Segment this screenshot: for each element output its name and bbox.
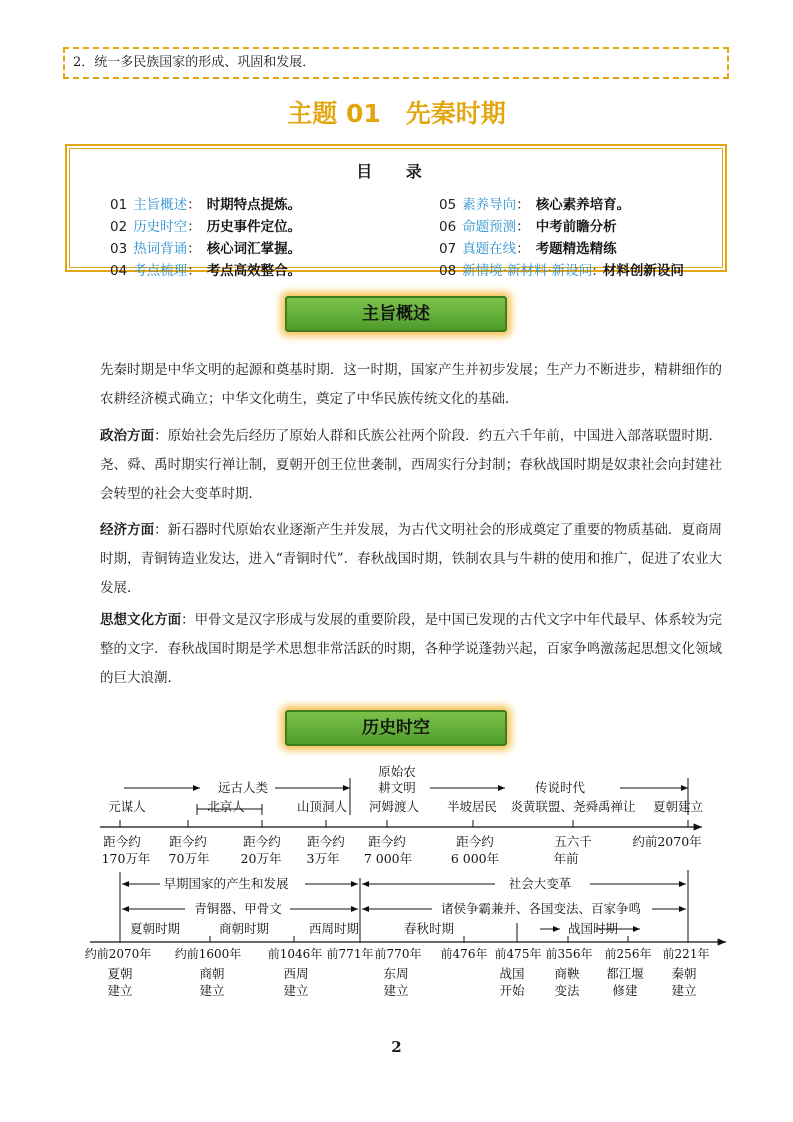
period-label: 春秋时期 bbox=[403, 921, 455, 936]
event-label: 修建 bbox=[612, 983, 638, 998]
event-label: 商朝 bbox=[199, 966, 225, 981]
event-label: 北京人 bbox=[207, 799, 245, 814]
event-label: 河姆渡人 bbox=[368, 799, 420, 814]
overview-intro: 先秦时期是中华文明的起源和奠基时期．这一时期，国家产生并初步发展；生产力不断进步，精耕细作的农耕经济模式确立；中华文化萌生，奠定了中华民族传统文化的基础． bbox=[100, 362, 722, 407]
culture-lead: 思想文化方面 bbox=[100, 612, 182, 628]
top-axis-ticks bbox=[120, 820, 688, 827]
tick-label: 70万年 bbox=[168, 851, 210, 866]
event-label: 半坡居民 bbox=[446, 799, 498, 814]
toc-item[interactable]: 04 考点梳理： 考点高效整合。 bbox=[110, 263, 302, 279]
toc-title: 目 录 bbox=[356, 162, 436, 181]
tick-label: 前1046年 bbox=[267, 947, 323, 961]
politics-lead: 政治方面 bbox=[100, 428, 155, 444]
tick-label: 170万年 bbox=[101, 851, 151, 866]
period-label: 西周时期 bbox=[308, 921, 360, 936]
tick-label: 前476年 bbox=[440, 947, 488, 961]
page-title: 主题 01 先秦时期 bbox=[287, 99, 506, 128]
tick-label: 距今约 bbox=[169, 834, 207, 849]
tick-label: 7 000年 bbox=[363, 851, 413, 866]
span-label: 远古人类 bbox=[217, 780, 269, 795]
curriculum-note-box bbox=[63, 47, 729, 79]
toc-item[interactable]: 02 历史时空： 历史事件定位。 bbox=[110, 219, 302, 235]
tick-label: 距今约 bbox=[103, 834, 141, 849]
span-label: 原始农 bbox=[378, 764, 416, 779]
event-label: 炎黄联盟、尧舜禹禅让 bbox=[510, 799, 636, 814]
event-label: 建立 bbox=[383, 983, 409, 998]
overview-culture: 思想文化方面：甲骨文是汉字形成与发展的重要阶段，是中国已发现的古代文字中年代最早、体系较为完整的文字．春秋战国时期是学术思想非常活跃的时期，各种学说蓬勃兴起，百家争鸣激荡起思想文化领域的巨大浪潮． bbox=[100, 612, 723, 686]
page-number: 2 bbox=[391, 1038, 402, 1056]
event-label: 都江堰 bbox=[606, 966, 644, 981]
toc-item[interactable]: 05 素养导向： 核心素养培育。 bbox=[439, 197, 631, 213]
event-label: 建立 bbox=[671, 983, 697, 998]
span-label: 传说时代 bbox=[534, 780, 586, 795]
event-label: 西周 bbox=[283, 966, 309, 981]
event-label: 商鞅 bbox=[554, 966, 580, 981]
tick-label: 3万年 bbox=[306, 851, 340, 866]
event-label: 山顶洞人 bbox=[296, 799, 348, 814]
tick-label: 6 000年 bbox=[450, 851, 500, 866]
event-label: 建立 bbox=[283, 983, 309, 998]
toc-item[interactable]: 03 热词背诵： 核心词汇掌握。 bbox=[110, 241, 302, 257]
toc-item[interactable]: 06 命题预测： 中考前瞻分析 bbox=[439, 219, 617, 235]
bottom-axis-ticks bbox=[120, 936, 688, 942]
span-label: 青铜器、甲骨文 bbox=[194, 901, 282, 916]
tick-label: 前356年 bbox=[545, 947, 593, 961]
history-timeline-diagram bbox=[0, 760, 793, 1010]
tick-label: 距今约 bbox=[368, 834, 406, 849]
event-label: 元谋人 bbox=[108, 799, 146, 814]
event-label: 战国 bbox=[499, 966, 525, 981]
table-of-contents bbox=[65, 144, 727, 279]
section-banner-overview: 主旨概述 bbox=[285, 296, 507, 332]
event-label: 秦朝 bbox=[671, 966, 697, 981]
section-banner-timeline: 历史时空 bbox=[285, 710, 507, 746]
tick-label: 20万年 bbox=[240, 851, 282, 866]
event-label: 夏朝建立 bbox=[652, 799, 704, 814]
tick-label: 前771年 bbox=[326, 947, 374, 961]
curriculum-note-text: 2．统一多民族国家的形成、巩固和发展． bbox=[73, 55, 316, 70]
toc-item[interactable]: 08 新情境·新材料·新设问: 材料创新设问 bbox=[439, 263, 684, 279]
period-label: 夏朝时期 bbox=[129, 921, 181, 936]
toc-item[interactable]: 01 主旨概述： 时期特点提炼。 bbox=[110, 197, 302, 213]
tick-label: 年前 bbox=[553, 851, 579, 866]
tick-label: 前256年 bbox=[604, 947, 652, 961]
period-label: 战国时期 bbox=[567, 921, 619, 936]
span-label: 耕文明 bbox=[378, 780, 416, 795]
tick-label: 约前2070年 bbox=[84, 947, 152, 961]
span-label: 社会大变革 bbox=[508, 876, 572, 891]
tick-label: 约前1600年 bbox=[174, 947, 242, 961]
event-label: 变法 bbox=[554, 983, 580, 998]
tick-label: 前475年 bbox=[494, 947, 542, 961]
tick-label: 前770年 bbox=[374, 947, 422, 961]
economy-lead: 经济方面 bbox=[100, 522, 155, 538]
tick-label: 距今约 bbox=[307, 834, 345, 849]
event-label: 东周 bbox=[383, 966, 409, 981]
span-label: 诸侯争霸兼并、各国变法、百家争鸣 bbox=[440, 901, 642, 916]
tick-label: 距今约 bbox=[243, 834, 281, 849]
tick-label: 约前2070年 bbox=[632, 834, 702, 849]
overview-economy: 经济方面：新石器时代原始农业逐渐产生并发展，为古代文明社会的形成奠定了重要的物质基础．夏商周时期，青铜铸造业发达，进入“青铜时代”．春秋战国时期，铁制农具与牛耕的使用和推广，促进了农业大发展． bbox=[100, 522, 723, 596]
event-label: 夏朝 bbox=[107, 966, 133, 981]
tick-label: 五六千 bbox=[554, 834, 592, 849]
overview-politics: 政治方面：原始社会先后经历了原始人群和氏族公社两个阶段．约五六千年前，中国进入部落联盟时期．尧、舜、禹时期实行禅让制，夏朝开创王位世袭制，西周实行分封制；春秋战国时期是奴隶社会向封建社会转型的社会大变革时期． bbox=[100, 428, 723, 502]
period-label: 商朝时期 bbox=[218, 921, 270, 936]
tick-label: 距今约 bbox=[456, 834, 494, 849]
span-label: 早期国家的产生和发展 bbox=[163, 876, 289, 891]
event-label: 建立 bbox=[199, 983, 225, 998]
event-label: 建立 bbox=[107, 983, 133, 998]
event-label: 开始 bbox=[499, 983, 525, 998]
tick-label: 前221年 bbox=[662, 947, 710, 961]
toc-item[interactable]: 07 真题在线： 考题精选精练 bbox=[439, 241, 617, 257]
